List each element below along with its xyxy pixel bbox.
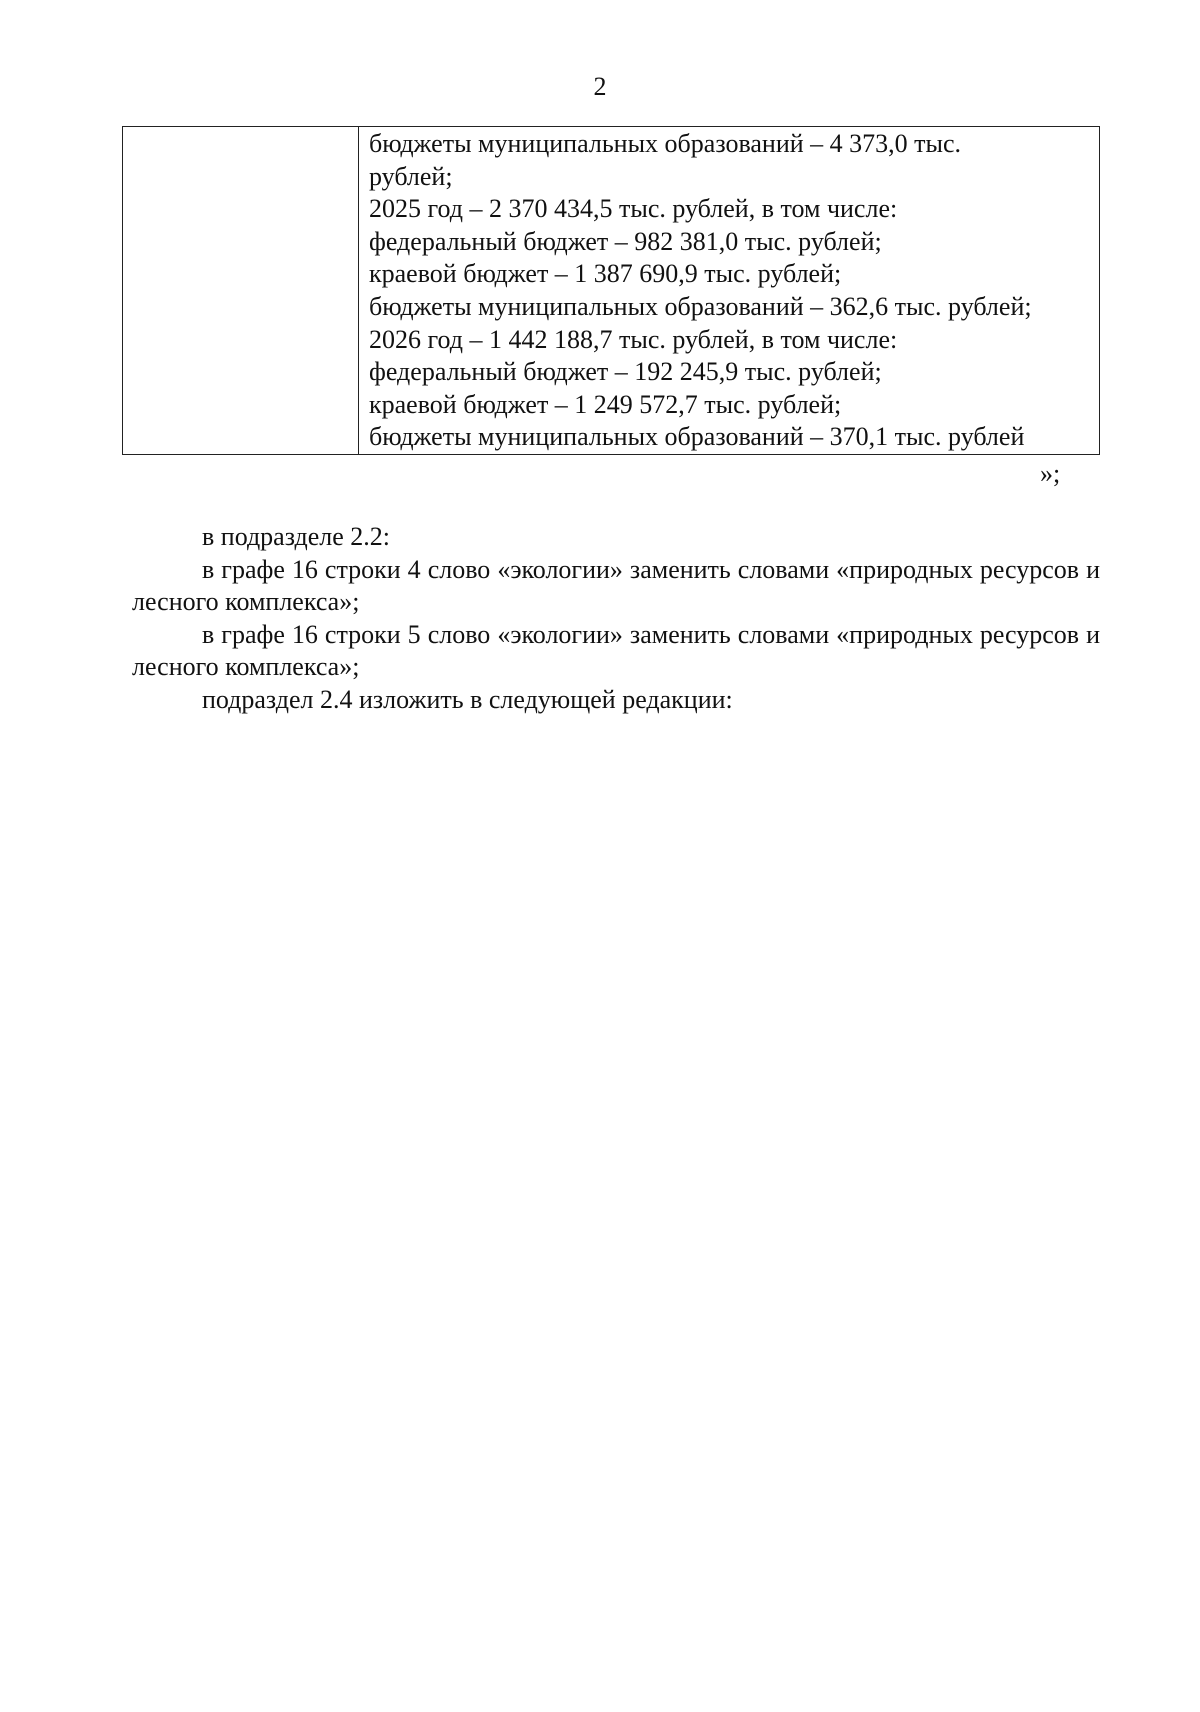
budget-table — [122, 126, 1100, 455]
table-line: 2025 год – 2 370 434,5 тыс. рублей, в том числе: — [369, 194, 898, 224]
paragraph: подраздел 2.4 изложить в следующей редакции: — [202, 684, 733, 714]
table-cell-left — [123, 127, 359, 455]
table-line: рублей; — [369, 161, 453, 191]
table-line: бюджеты муниципальных образований – 370,1 тыс. рублей — [369, 422, 1025, 452]
paragraph: в подразделе 2.2: — [202, 522, 391, 551]
table-line: бюджеты муниципальных образований – 4 373,0 тыс. — [369, 129, 962, 158]
table-row — [123, 127, 1100, 455]
table-line: бюджеты муниципальных образований – 362,6 тыс. рублей; — [369, 291, 1032, 321]
body-text — [132, 521, 1100, 717]
table-line: краевой бюджет – 1 249 572,7 тыс. рублей; — [369, 389, 842, 419]
table-line: краевой бюджет – 1 387 690,9 тыс. рублей; — [369, 259, 842, 289]
paragraph: в графе 16 строки 5 слово «экологии» заменить словами «природных ресурсов и лесного комплекса»; — [132, 619, 1100, 682]
table-line: федеральный бюджет – 982 381,0 тыс. рублей; — [369, 226, 882, 256]
table-line: федеральный бюджет – 192 245,9 тыс. рублей; — [369, 357, 882, 387]
closing-quote: »; — [1040, 459, 1061, 488]
page-number: 2 — [593, 72, 607, 101]
table-cell-right — [359, 127, 1100, 455]
table-line: 2026 год – 1 442 188,7 тыс. рублей, в том числе: — [369, 324, 898, 354]
paragraph: в графе 16 строки 4 слово «экологии» заменить словами «природных ресурсов и лесного комплекса»; — [132, 554, 1100, 617]
